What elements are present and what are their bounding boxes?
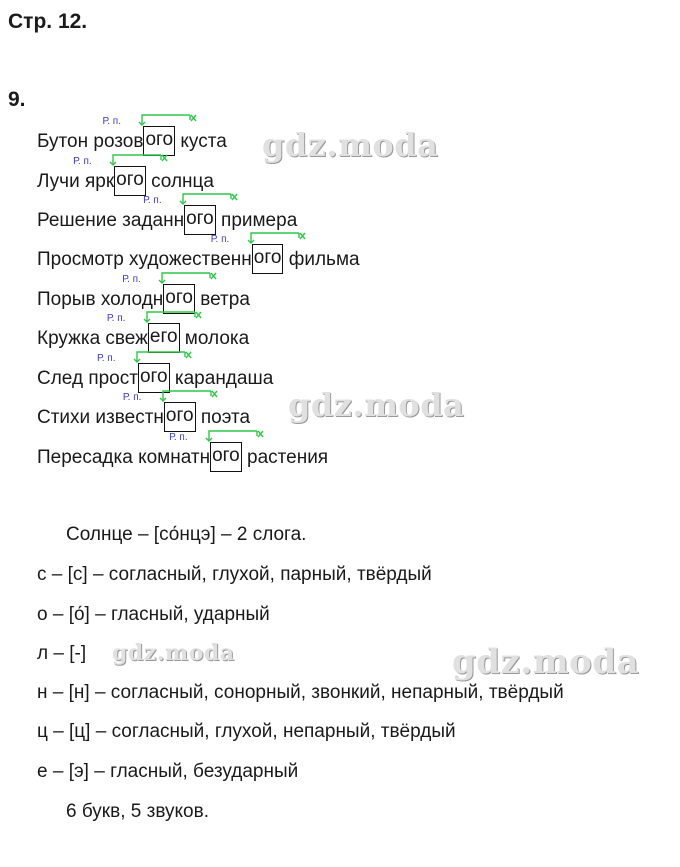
phrase-tail: поэта xyxy=(195,407,251,428)
sound-line: с – [с] – согласный, глухой, парный, твёрдый xyxy=(37,564,432,585)
watermark: gdz.moda xyxy=(288,386,465,424)
agreement-arrow-icon xyxy=(179,193,237,205)
case-question-label: Р. п. xyxy=(169,432,188,443)
phrase-stem: След прост xyxy=(37,368,138,389)
ending-text: ого xyxy=(165,405,194,426)
watermark: gdz.moda xyxy=(112,640,235,666)
phrase-tail: фильма xyxy=(283,249,360,270)
phrase-line xyxy=(37,116,227,154)
sound-line: н – [н] – согласный, сонорный, звонкий, непарный, твёрдый xyxy=(37,682,564,703)
ending-text: его xyxy=(149,326,178,347)
phrase-line xyxy=(37,432,329,470)
case-question-label: Р. п. xyxy=(102,116,121,127)
phrase-tail: куста xyxy=(175,131,227,152)
word-transcription: Солнце – [со́нцэ] – 2 слога. xyxy=(66,524,307,545)
case-question-label: Р. п. xyxy=(210,234,230,245)
agreement-arrow-icon xyxy=(205,430,263,442)
ending-text: ого xyxy=(116,169,144,190)
phrase-line xyxy=(37,392,251,430)
case-question-label: Р. п. xyxy=(143,195,162,206)
ending-box xyxy=(210,234,284,274)
sound-line: е – [э] – гласный, безударный xyxy=(37,761,299,782)
agreement-arrow-icon xyxy=(138,114,196,126)
sound-line: ц – [ц] – согласный, глухой, непарный, твёрдый xyxy=(37,721,456,742)
phrase-tail: растения xyxy=(241,447,329,468)
phrase-line xyxy=(37,156,214,194)
case-question-label: Р. п. xyxy=(106,313,126,324)
summary-line: 6 букв, 5 звуков. xyxy=(66,801,209,822)
phrase-tail: примера xyxy=(215,210,298,231)
phrase-tail: солнца xyxy=(145,171,214,192)
ending-text: ого xyxy=(186,208,214,229)
case-question-label: Р. п. xyxy=(122,274,141,285)
phrase-tail: ветра xyxy=(194,289,250,310)
agreement-arrow-icon xyxy=(159,390,217,402)
phrase-line xyxy=(37,313,250,351)
case-question-label: Р. п. xyxy=(122,392,142,403)
ending-text: ого xyxy=(139,366,168,387)
agreement-arrow-icon xyxy=(158,272,216,284)
phrase-stem: Лучи ярк xyxy=(37,171,115,192)
phrase-stem: Решение заданн xyxy=(37,210,185,231)
watermark: gdz.moda xyxy=(262,126,439,164)
agreement-arrow-icon xyxy=(133,351,191,363)
agreement-arrow-icon xyxy=(109,154,167,166)
phrase-stem: Просмотр художественн xyxy=(37,249,252,270)
ending-box xyxy=(96,353,170,393)
case-question-label: Р. п. xyxy=(96,353,116,364)
phrase-stem: Порыв холодн xyxy=(37,289,164,310)
ending-box xyxy=(106,313,180,353)
ending-text: ого xyxy=(212,445,240,466)
phrase-line xyxy=(37,353,274,391)
ending-text: ого xyxy=(253,247,282,268)
ending-box xyxy=(102,116,175,156)
watermark: gdz.moda xyxy=(452,642,640,682)
ending-text: ого xyxy=(145,129,174,150)
sound-line: л – [-] xyxy=(37,643,87,664)
phrase-line xyxy=(37,195,298,233)
phrase-stem: Бутон розов xyxy=(37,131,144,152)
agreement-arrow-icon xyxy=(247,232,305,244)
agreement-arrow-icon xyxy=(143,311,201,323)
phrase-stem: Кружка свеж xyxy=(37,328,148,349)
phrase-tail: молока xyxy=(179,328,250,349)
phrase-line xyxy=(37,234,360,272)
sound-line: о – [о́] – гласный, ударный xyxy=(37,604,270,625)
phrase-tail: карандаша xyxy=(169,368,274,389)
case-question-label: Р. п. xyxy=(73,156,92,167)
phrase-line xyxy=(37,274,250,312)
ending-box xyxy=(122,274,195,314)
exercise-number: 9. xyxy=(8,88,26,111)
page-title: Стр. 12. xyxy=(8,10,88,33)
phrase-stem: Стихи известн xyxy=(37,407,164,428)
ending-box xyxy=(169,432,242,472)
ending-text: ого xyxy=(165,287,193,308)
phrase-stem: Пересадка комнатн xyxy=(37,447,211,468)
